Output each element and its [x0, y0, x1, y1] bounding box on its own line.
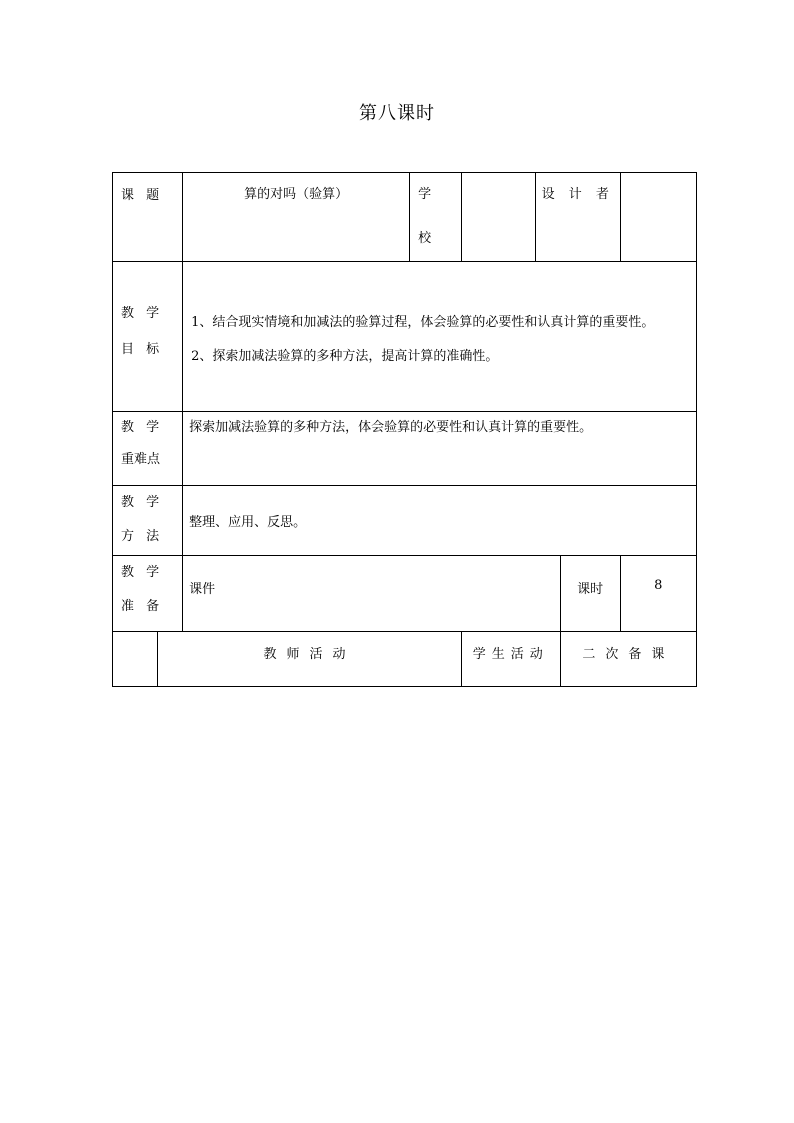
method-row — [113, 486, 697, 556]
keypoints-value: 探索加减法验算的多种方法，体会验算的必要性和认真计算的重要性。 — [183, 412, 697, 486]
objectives-label — [113, 262, 183, 412]
school-label: 学 校 — [410, 173, 462, 262]
designer-label: 设 计 者 — [535, 173, 620, 262]
prep-label-line1: 教 学 — [121, 565, 164, 580]
method-label-line1: 教 学 — [121, 495, 164, 510]
designer-value — [620, 173, 696, 262]
lesson-plan-table — [112, 172, 697, 687]
objectives-content — [183, 262, 697, 412]
method-value: 整理、应用、反思。 — [183, 486, 697, 556]
objective-item-2: 2、探索加减法验算的多种方法，提高计算的准确性。 — [191, 349, 499, 364]
objectives-label-line1: 教 学 — [121, 306, 164, 321]
prep-label — [113, 556, 183, 632]
method-label — [113, 486, 183, 556]
method-label-line2: 方 法 — [121, 529, 164, 544]
keypoints-label-line1: 教 学 — [121, 420, 164, 435]
hours-value: 8 — [620, 556, 696, 632]
activity-header-row — [113, 632, 697, 687]
keypoints-label-line2: 重难点 — [121, 452, 161, 467]
activity-blank-cell — [113, 632, 158, 687]
keypoints-row — [113, 412, 697, 486]
topic-row — [113, 173, 697, 262]
objective-item-1: 1、结合现实情境和加减法的验算过程，体会验算的必要性和认真计算的重要性。 — [191, 315, 655, 330]
topic-value: 算的对吗（验算） — [183, 173, 410, 262]
topic-label: 课 题 — [113, 173, 183, 262]
school-value — [461, 173, 535, 262]
objectives-label-line2: 目 标 — [121, 342, 164, 357]
objectives-row — [113, 262, 697, 412]
hours-label: 课时 — [560, 556, 620, 632]
prep-row — [113, 556, 697, 632]
keypoints-label — [113, 412, 183, 486]
secondary-prep-header: 二次备课 — [560, 632, 696, 687]
prep-value: 课件 — [183, 556, 561, 632]
teacher-activity-header: 教师活动 — [158, 632, 461, 687]
student-activity-header: 学生活动 — [461, 632, 560, 687]
prep-label-line2: 准 备 — [121, 599, 164, 614]
page-title: 第八课时 — [359, 103, 435, 124]
